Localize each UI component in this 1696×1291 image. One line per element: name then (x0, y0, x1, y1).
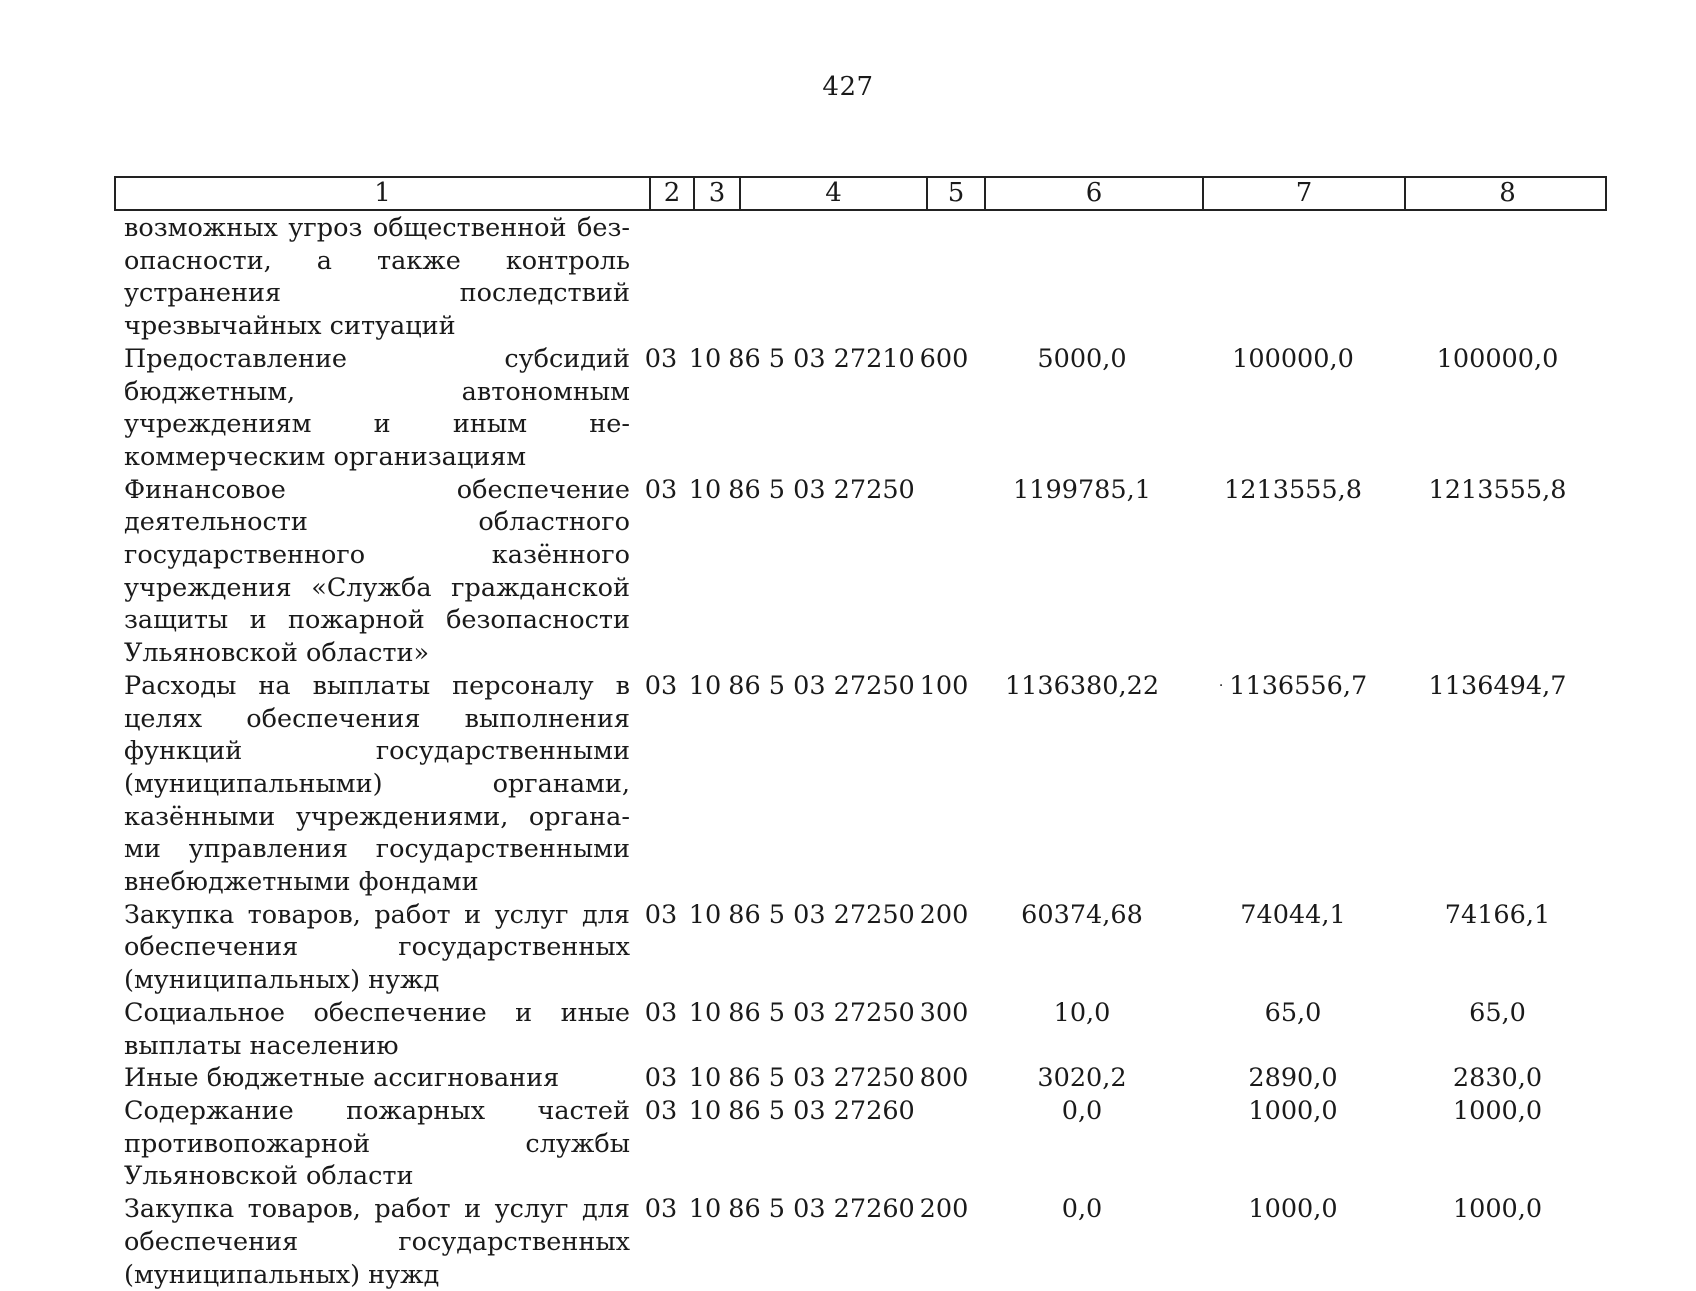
row-subsection: 10 (688, 670, 722, 701)
row-section: 03 (644, 899, 678, 930)
table-body (124, 212, 1614, 1291)
header-col-7: 7 (1202, 178, 1404, 209)
row-value-col6: 1199785,1 (1013, 474, 1151, 505)
row-value-col8: 1213555,8 (1428, 474, 1567, 505)
table-row (124, 212, 1614, 343)
table-row (124, 899, 1614, 997)
row-value-col6: 3020,2 (1037, 1063, 1127, 1094)
row-description: Содержание пожарных частей противопожарной службы Ульяновской области (124, 1095, 630, 1192)
row-value-col8 (1395, 212, 1600, 343)
table-row (124, 997, 1614, 1062)
row-value-col8: 1000,0 (1452, 1095, 1543, 1126)
row-value-col7: 1000,0 (1248, 1095, 1338, 1126)
row-subsection: 10 (688, 343, 722, 374)
row-value-col7: 1213555,8 (1224, 474, 1362, 505)
row-section: 03 (644, 343, 678, 374)
row-target-code: 86 5 03 27250 (728, 670, 915, 701)
table-header (114, 176, 1607, 211)
row-description: Расходы на выплаты персоналу в целях обеспечения выполнения функций государственными (муниципальными) органами, казёнными учреждениями, органами управления государственными внебюджетными фондами (124, 670, 630, 898)
row-expense-type: 300 (919, 997, 969, 1028)
row-value-col6: 0,0 (1061, 1095, 1103, 1126)
row-subsection: 10 (688, 474, 722, 505)
header-col-4: 4 (739, 178, 926, 209)
row-section: 03 (644, 1194, 678, 1225)
row-target-code: 86 5 03 27260 (728, 1194, 915, 1225)
page-number: 427 (822, 72, 874, 102)
row-target-code: 86 5 03 27210 (728, 343, 915, 374)
row-expense-type (915, 1095, 973, 1193)
row-target-code: 86 5 03 27250 (728, 474, 915, 505)
row-description: возможных угроз общественной безопасности, а также контроль устранения последствий чрезвычайных ситуаций (124, 213, 630, 342)
row-value-col6: 0,0 (1061, 1194, 1103, 1225)
row-section: 03 (644, 1063, 678, 1094)
stray-mark: · (1218, 678, 1224, 695)
row-value-col7: 74044,1 (1240, 899, 1346, 930)
header-col-2: 2 (649, 178, 693, 209)
row-value-col7: 65,0 (1264, 997, 1322, 1028)
header-col-1: 1 (374, 178, 391, 208)
row-section: 03 (644, 1095, 678, 1126)
row-value-col8: 1000,0 (1452, 1194, 1543, 1225)
row-target-code: 86 5 03 27250 (728, 997, 915, 1028)
row-expense-type (915, 212, 973, 343)
header-col-5: 5 (926, 178, 984, 209)
row-value-col7: 1136556,7 (1229, 670, 1368, 701)
table-row (124, 1193, 1614, 1291)
row-expense-type: 600 (919, 343, 969, 374)
row-subsection: 10 (688, 997, 722, 1028)
row-description: Финансовое обеспечение деятельности областного государственного казённого учреждения «Служба гражданской защиты и пожарной безопасности Ульяновской области» (124, 474, 630, 669)
row-subsection: 10 (688, 1194, 722, 1225)
row-value-col8: 1136494,7 (1428, 670, 1567, 701)
header-col-3: 3 (693, 178, 739, 209)
row-description: Социальное обеспечение и иные выплаты населению (124, 997, 630, 1061)
row-value-col6: 1136380,22 (1004, 670, 1160, 701)
row-description: Закупка товаров, работ и услуг для обеспечения государственных (муниципальных) нужд (124, 1194, 630, 1290)
table-row (124, 670, 1614, 899)
row-section: 03 (644, 474, 678, 505)
row-description: Закупка товаров, работ и услуг для обеспечения государственных (муниципальных) нужд (124, 899, 630, 996)
row-value-col7: 1000,0 (1248, 1194, 1338, 1225)
row-target-code: 86 5 03 27250 (728, 899, 915, 930)
row-value-col7: 100000,0 (1232, 343, 1354, 374)
row-description: Предоставление субсидий бюджетным, автономным учреждениям и иным некоммерческим организациям (124, 343, 630, 472)
row-value-col7 (1191, 212, 1395, 343)
header-col-6: 6 (984, 178, 1202, 209)
row-description: Иные бюджетные ассигнования (124, 1063, 560, 1094)
row-value-col6: 10,0 (1053, 997, 1111, 1028)
row-subsection: 10 (688, 899, 722, 930)
row-expense-type: 800 (919, 1063, 969, 1094)
row-value-col7: 2890,0 (1248, 1063, 1338, 1094)
table-row (124, 1062, 1614, 1095)
row-expense-type: 100 (919, 670, 969, 701)
row-value-col6: 5000,0 (1037, 343, 1127, 374)
row-subsection (682, 212, 728, 343)
header-col-8: 8 (1404, 178, 1609, 209)
table-row (124, 474, 1614, 670)
row-expense-type (915, 474, 973, 670)
row-section: 03 (644, 997, 678, 1028)
row-section: 03 (644, 670, 678, 701)
row-value-col8: 65,0 (1469, 997, 1526, 1028)
row-value-col6: 60374,68 (1021, 899, 1143, 930)
row-target-code: 86 5 03 27250 (728, 1063, 915, 1094)
row-subsection: 10 (688, 1095, 722, 1126)
row-value-col8: 100000,0 (1436, 343, 1559, 374)
table-row (124, 1095, 1614, 1193)
table-row (124, 343, 1614, 474)
row-value-col8: 74166,1 (1444, 899, 1551, 930)
row-target-code: 86 5 03 27260 (728, 1095, 915, 1126)
row-value-col6 (973, 212, 1191, 343)
row-expense-type: 200 (919, 1194, 969, 1225)
row-expense-type: 200 (919, 899, 969, 930)
row-target-code (728, 212, 915, 343)
row-value-col8: 2830,0 (1452, 1063, 1543, 1094)
row-value-col7-cell (1191, 670, 1395, 899)
row-section (636, 212, 682, 343)
row-subsection: 10 (688, 1063, 722, 1094)
